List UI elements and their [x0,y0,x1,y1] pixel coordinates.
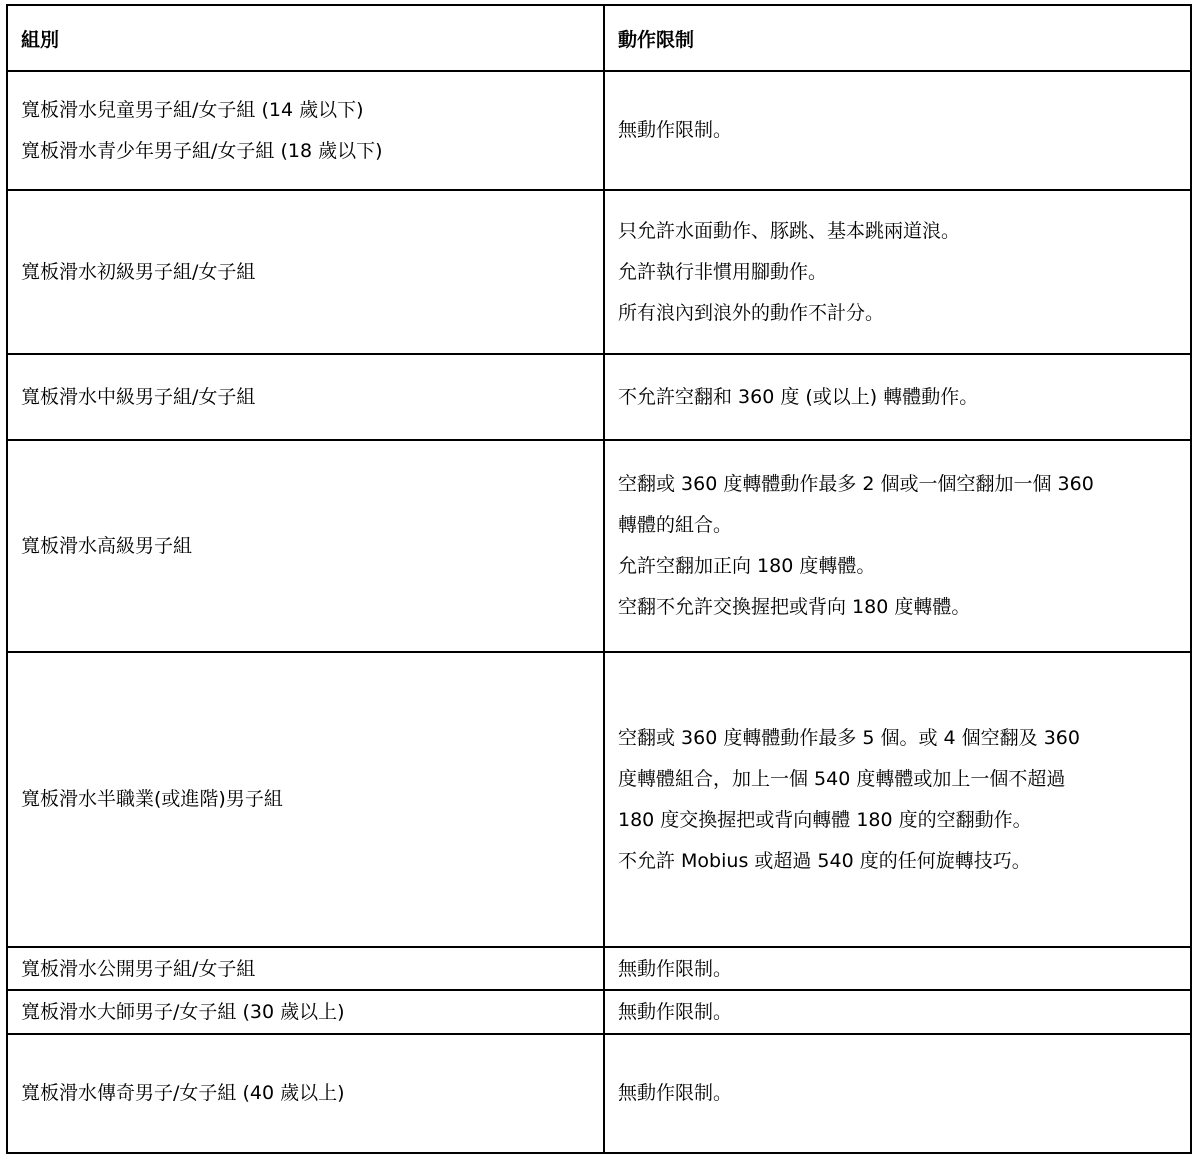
restriction-text: 無動作限制。 [618,1082,733,1104]
group-text: 寬板滑水大師男子/女子組 (30 歲以上) [21,1001,345,1023]
restriction-text: 空翻不允許交換握把或背向 180 度轉體。 [618,596,971,618]
group-cell [7,947,604,990]
restriction-text: 無動作限制。 [618,119,733,141]
header-restrictions: 動作限制 [604,5,1191,71]
group-cell [7,190,604,354]
group-text: 寬板滑水高級男子組 [21,534,193,557]
rules-sheet [6,4,1190,1171]
restriction-text: 允許空翻加正向 180 度轉體。 [618,555,876,577]
restriction-text: 不允許空翻和 360 度 (或以上) 轉體動作。 [618,385,979,408]
table-row [7,990,1191,1034]
restriction-text: 空翻或 360 度轉體動作最多 2 個或一個空翻加一個 360 [618,473,1094,495]
restriction-text: 空翻或 360 度轉體動作最多 5 個。或 4 個空翻及 360 [618,726,1080,749]
table-row [7,190,1191,354]
restriction-cell [604,71,1191,190]
group-text: 寬板滑水傳奇男子/女子組 (40 歲以上) [21,1082,345,1104]
group-text: 寬板滑水中級男子組/女子組 [21,385,256,408]
group-cell [7,354,604,440]
restriction-text: 允許執行非慣用腳動作。 [618,260,828,283]
restriction-text: 180 度交換握把或背向轉體 180 度的空翻動作。 [618,808,1032,831]
restriction-text: 度轉體組合，加上一個 540 度轉體或加上一個不超過 [618,767,1066,790]
group-cell [7,71,604,190]
restriction-text: 不允許 Mobius 或超過 540 度的任何旋轉技巧。 [618,849,1031,872]
restriction-text: 只允許水面動作、豚跳、基本跳兩道浪。 [618,219,961,242]
restriction-text: 無動作限制。 [618,957,733,980]
table-row [7,354,1191,440]
group-text: 寬板滑水初級男子組/女子組 [21,260,256,283]
restriction-cell [604,354,1191,440]
restriction-cell [604,440,1191,652]
group-cell [7,440,604,652]
restriction-cell [604,190,1191,354]
group-text: 寬板滑水青少年男子組/女子組 (18 歲以下) [21,139,383,162]
restriction-text: 所有浪內到浪外的動作不計分。 [618,301,885,324]
restriction-text: 無動作限制。 [618,1001,733,1023]
group-cell [7,652,604,947]
group-text: 寬板滑水兒童男子組/女子組 (14 歲以下) [21,98,364,121]
table-row [7,71,1191,190]
table-row [7,652,1191,947]
group-cell [7,1034,604,1153]
group-text: 寬板滑水公開男子組/女子組 [21,957,256,980]
table-row [7,440,1191,652]
header-group: 組別 [7,5,604,71]
restriction-cell [604,1034,1191,1153]
restriction-cell [604,947,1191,990]
restriction-cell [604,990,1191,1034]
restriction-cell [604,652,1191,947]
group-text: 寬板滑水半職業(或進階)男子組 [21,788,283,810]
table-row [7,1034,1191,1153]
restriction-text: 轉體的組合。 [618,514,733,536]
table-row [7,947,1191,990]
group-cell [7,990,604,1034]
division-restrictions-table [6,4,1192,1154]
table-header-row [7,5,1191,71]
